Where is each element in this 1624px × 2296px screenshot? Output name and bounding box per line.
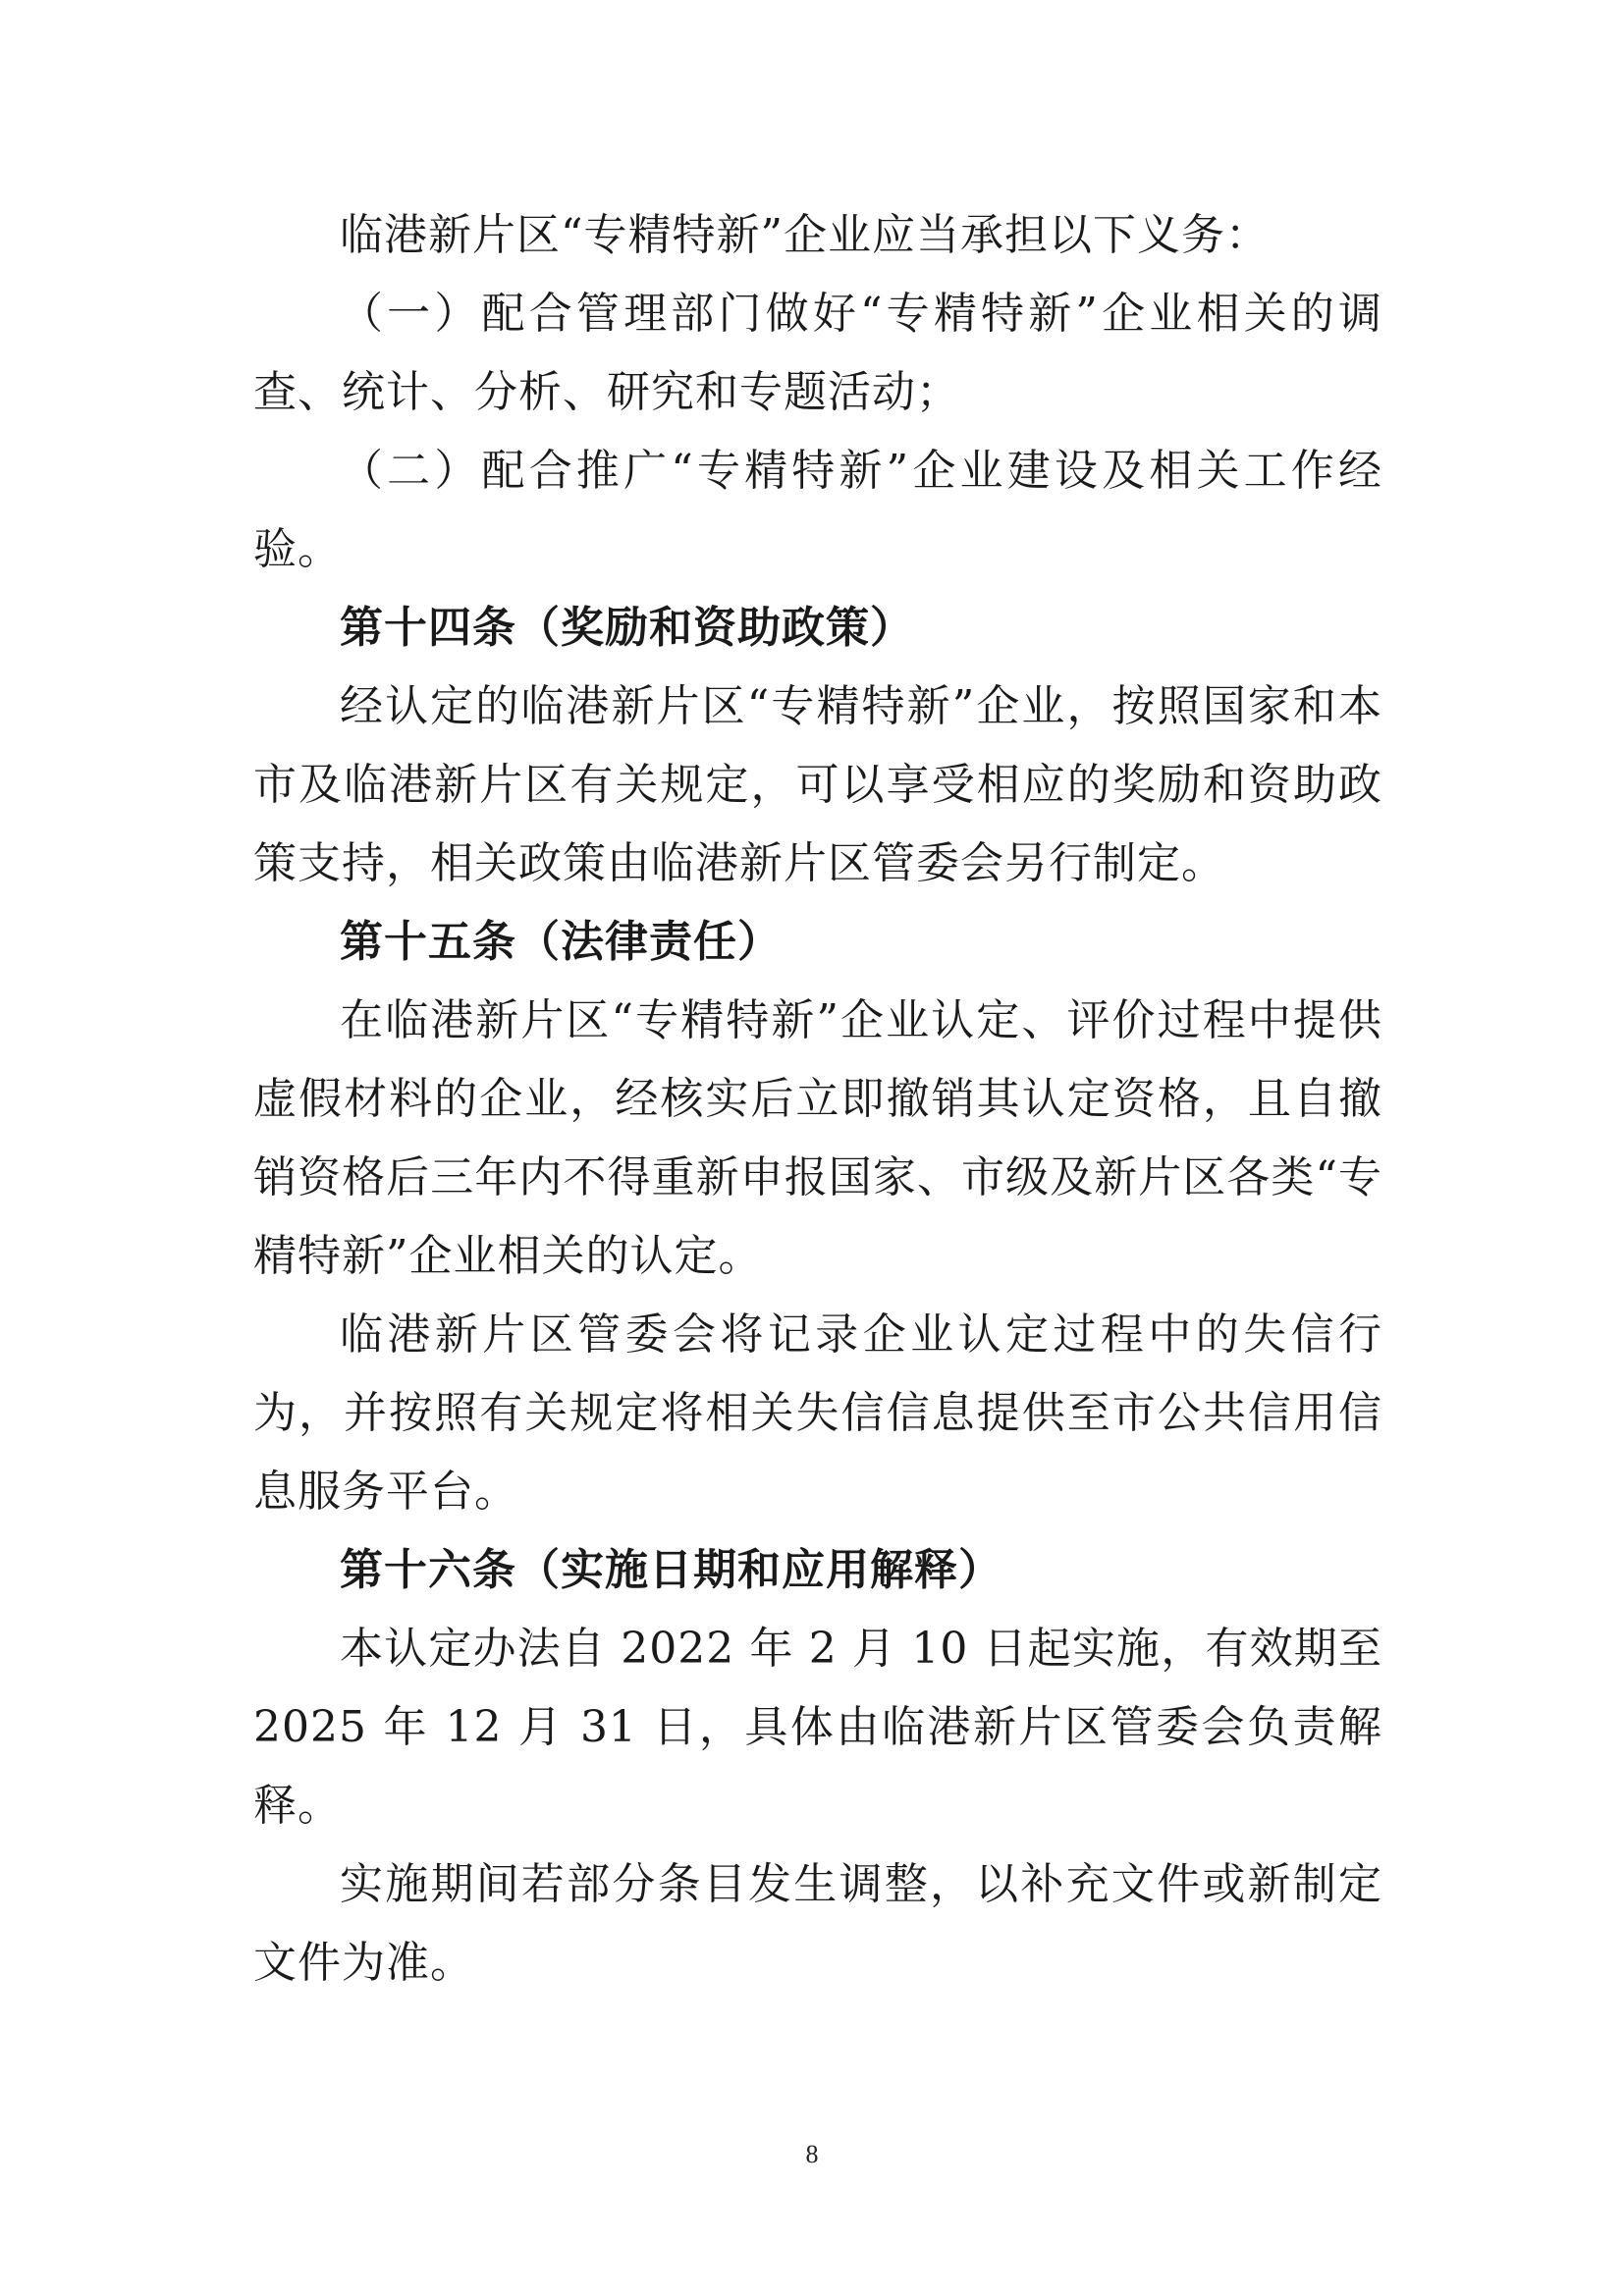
- paragraph-obligations-intro: 临港新片区“专精特新”企业应当承担以下义务：: [340, 210, 1270, 260]
- article-16-heading: 第十六条（实施日期和应用解释）: [340, 1545, 1002, 1595]
- article-16-body-1: 本认定办法自 2022 年 2 月 10 日起实施，有效期至 2025 年 12 月 31 日，具体由临港新片区管委会负责解释。: [253, 1624, 1382, 1831]
- article-15-body-2: 临港新片区管委会将记录企业认定过程中的失信行为，并按照有关规定将相关失信信息提供至市公共信用信息服务平台。: [253, 1309, 1382, 1517]
- article-14-body: 经认定的临港新片区“专精特新”企业，按照国家和本市及临港新片区有关规定，可以享受相应的奖励和资助政策支持，相关政策由临港新片区管委会另行制定。: [253, 681, 1382, 888]
- document-body: [253, 196, 1382, 2002]
- paragraph-obligation-2: （二）配合推广“专精特新”企业建设及相关工作经验。: [253, 446, 1382, 574]
- article-15-heading: 第十五条（法律责任）: [340, 917, 782, 967]
- article-14-heading: 第十四条（奖励和资助政策）: [340, 603, 914, 653]
- article-15-body-1: 在临港新片区“专精特新”企业认定、评价过程中提供虚假材料的企业，经核实后立即撤销其认定资格，且自撤销资格后三年内不得重新申报国家、市级及新片区各类“专精特新”企业相关的认定。: [253, 995, 1382, 1281]
- page-number: 8: [805, 2140, 819, 2168]
- article-16-body-2: 实施期间若部分条目发生调整，以补充文件或新制定文件为准。: [253, 1859, 1382, 1988]
- paragraph-obligation-1: （一）配合管理部门做好“专精特新”企业相关的调查、统计、分析、研究和专题活动；: [253, 289, 1382, 417]
